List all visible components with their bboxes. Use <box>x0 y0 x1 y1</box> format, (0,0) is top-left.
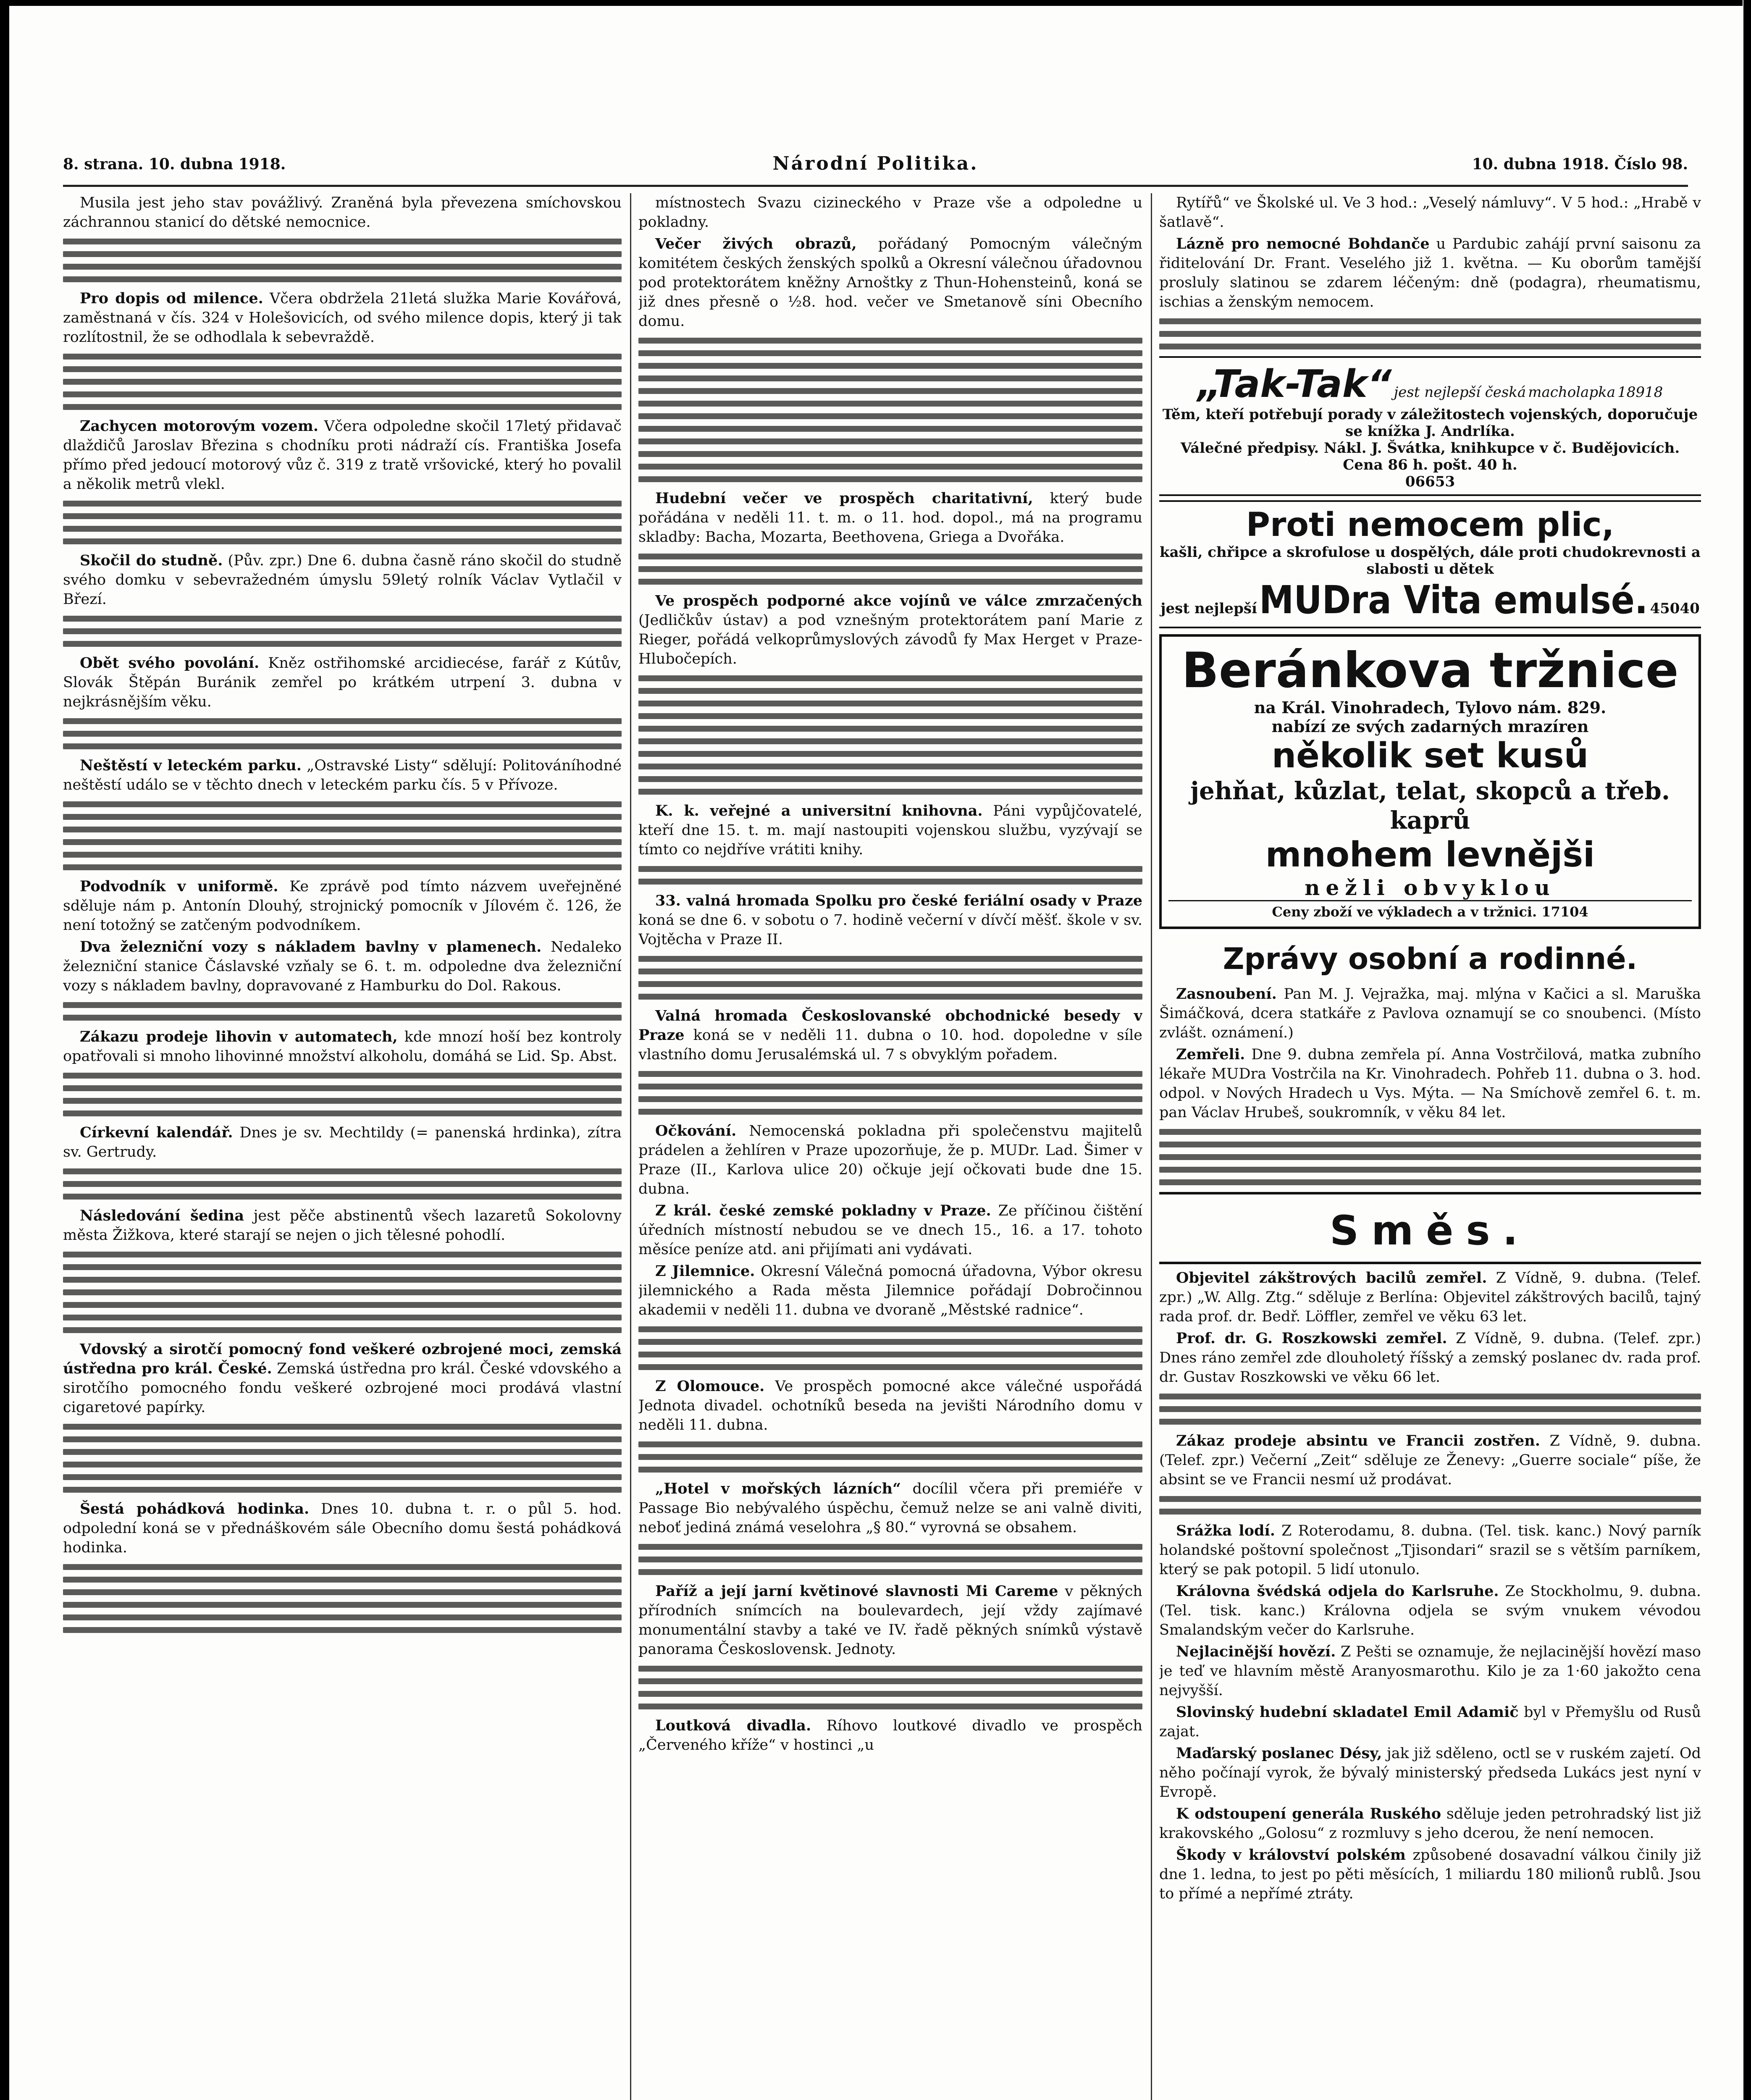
article-body: Ve prospěch pomocné akce válečné uspořádá Jednota divadel. ochotníků beseda na jevišti Národního domu v neděli 11. dubna. <box>638 1378 1142 1433</box>
article-heading: Šestá pohádková hodinka. <box>80 1500 310 1517</box>
article <box>638 1582 1142 1659</box>
article-heading: Valná hromada Českoslovanské obchodnické besedy v Praze <box>638 1007 1142 1044</box>
article-heading: Loutková divadla. <box>655 1717 811 1734</box>
article-paragraph: Rytířů“ ve Školské ul. Ve 3 hod.: „Veselý námluvy“. V 5 hod.: „Hrabě v šatlavě“. <box>1159 194 1701 231</box>
scan-border-left <box>0 0 9 2100</box>
article <box>1159 984 1701 1042</box>
article <box>638 1377 1142 1435</box>
article-body: (Pův. zpr.) Dne 6. dubna časně ráno skočil do studně svého domku v sebevražedném úmyslu 59letý rolník Václav Vytlačil v Březí. <box>63 552 622 608</box>
article-heading: Z Jilemnice. <box>655 1263 755 1280</box>
article <box>1159 1804 1701 1843</box>
article-body: Z Roterodamu, 8. dubna. (Tel. tisk. kanc.) Nový parník holandské poštovní společnost „Tjisondari“ srazil se s větším parníkem, který se pak potopil. 5 lidí utonulo. <box>1159 1522 1701 1578</box>
article-body: sděluje jeden petrohradský list již krakovského „Golosu“ z rozmluvy s jeho dcerou, že není nemocen. <box>1159 1806 1701 1842</box>
market-price: mnohem levnějši <box>1265 835 1595 875</box>
article-body: Dne 9. dubna zemřela pí. Anna Vostrčilová, matka zubního lékaře MUDra Vostrčila na Kr. Vinohradech. Pohřeb 11. dubna o 3. hod. odpol. v Nových Hradech u Vys. Mýta. — Na Smíchově zemřel 6. t. m. pan Václav Hrubeš, soukromník, v věku 84 let. <box>1159 1046 1701 1121</box>
article <box>638 489 1142 547</box>
article-heading: Zasnoubení. <box>1176 985 1277 1003</box>
article-heading: Z král. české zemské pokladny v Praze. <box>655 1202 991 1219</box>
article-body: Včera obdržela 21letá služka Marie Kovářová, zaměstnaná v čís. 324 v Holešovicích, od svého milence dopis, který ji tak rozlítostnil, že se odhodlala k sebevraždě. <box>63 290 622 346</box>
article-heading: Hudební večer ve prospěch charitativní, <box>655 490 1033 507</box>
article <box>1159 1744 1701 1802</box>
article-heading: Zemřeli. <box>1176 1046 1245 1063</box>
article-body: Nemocenská pokladna při společenstvu majitelů prádelen a žehlíren v Praze upozorňuje, že p. MUDr. Lad. Šimer v Praze (II., Karlova ulice 20) očkuje její očkovati bude dne 15. dubna. <box>638 1123 1142 1197</box>
advert-code: 06653 <box>1405 473 1455 490</box>
article <box>63 654 622 711</box>
column-2 <box>638 193 1142 2100</box>
advert-text: jest nejlepší <box>1160 600 1257 617</box>
article-heading: K. k. veřejné a universitní knihovna. <box>655 802 983 819</box>
article-heading: Obět svého povolání. <box>80 654 260 672</box>
article <box>1159 1521 1701 1579</box>
article-heading: Ve prospěch podporné akce vojínů ve válce zmrzačených <box>655 592 1142 609</box>
market-offer: nabízí ze svých zadarných mrazíren <box>1271 717 1589 736</box>
advert-brand: MUDra Vita emulsé. <box>1259 578 1648 622</box>
article <box>638 234 1142 331</box>
article <box>1159 1431 1701 1489</box>
article-heading: Nejlacinější hovězí. <box>1176 1643 1336 1660</box>
article <box>638 1716 1142 1755</box>
advert-beranek-market <box>1159 634 1701 929</box>
article-body: Pan M. J. Vejražka, maj. mlýna v Kačici a sl. Maruška Šimáčková, dcera statkáře z Pavlova oznamují se co snoubenci. (Místo zvlášt. oznámení.) <box>1159 986 1701 1041</box>
market-compare: nežli obvyklou <box>1305 875 1556 900</box>
article-heading: Paříž a její jarní květinové slavnosti Mi Careme <box>655 1583 1058 1600</box>
article-body: Ríhovo loutkové divadlo ve prospěch „Červeného kříže“ v hostinci „u <box>638 1717 1142 1754</box>
article-body: Ze Stockholmu, 9. dubna. (Tel. tisk. kanc.) Královna odjela se svým vnukem vévodou Smalandským večer do Karlsruhe. <box>1159 1583 1701 1638</box>
scan-border-right <box>1743 0 1751 2100</box>
article <box>1159 1329 1701 1387</box>
article-heading: 33. valná hromada Spolku pro české feriální osady v Praze <box>655 892 1142 909</box>
article-body: pořádaný Pomocným válečným komitétem českých ženských spolků a Okresní válečnou úřadovnou pod protektorátem kněžny Arnoštky z Thun-Hohensteinů, koná se již dnes přesně o ½8. hod. večer ve Smetanově síni Obecního domu. <box>638 236 1142 330</box>
article-paragraph: místnostech Svazu cizineckého v Praze vše a odpoledne u pokladny. <box>638 194 1142 231</box>
article-body: způsobené dosavadní válkou činily již dne 1. ledna, to jest po pěti měsících, 1 miliardu 180 milionů rublů. Jsou to přímé a nepřímé ztráty. <box>1159 1847 1701 1902</box>
scan-border-top <box>8 0 1743 6</box>
advert-text: Válečné předpisy. Nákl. J. Švátka, knihkupce v č. Budějovicích. Cena 86 h. pošt. 40 h. <box>1180 440 1680 473</box>
article <box>1159 1845 1701 1903</box>
article-body: Dnes 10. dubna t. r. o půl 5. hod. odpolední koná se v přednáškovém sále Obecního domu šestá pohádková hodinka. <box>63 1501 622 1556</box>
advert-code: 45040 <box>1650 600 1700 617</box>
header-rule <box>63 185 1688 187</box>
article-heading: Objevitel zákštrových bacilů zemřel. <box>1176 1269 1487 1286</box>
article-heading: Pro dopis od milence. <box>80 290 263 307</box>
article <box>1159 1268 1701 1326</box>
advert-brand: „Tak-Tak“ <box>1197 362 1392 406</box>
page-header <box>63 155 1688 181</box>
article-heading: Dva železniční vozy s nákladem bavlny v plamenech. <box>80 938 542 956</box>
article-heading: Večer živých obrazů, <box>655 235 857 252</box>
advert-tagline-2: macholapka <box>1528 384 1615 401</box>
column-divider <box>630 193 631 2100</box>
article-heading: Slovinský hudební skladatel Emil Adamič <box>1176 1704 1519 1721</box>
article-paragraph: Musila jest jeho stav povážlivý. Zraněná byla převezena smíchovskou záchrannou stanicí do dětské nemocnice. <box>63 194 622 231</box>
article-body: Páni vypůjčovatelé, kteří dne 15. t. m. mají nastoupiti vojenskou službu, vyzývají se tímto co nejdříve vrátiti knihy. <box>638 803 1142 858</box>
market-address: na Král. Vinohradech, Tylovo nám. 829. <box>1254 698 1607 717</box>
article-body: Ze příčinou čištění úředních místností nebudou se ve dnech 15., 16. a 17. tohoto měsíce peníze atd. ani přijímati ani vydávati. <box>638 1202 1142 1258</box>
article-body: jest pěče abstinentů všech lazaretů Sokolovny města Žižkova, které starají se nejen o jich tělesné pohodlí. <box>63 1208 622 1244</box>
article-body: Okresní Válečná pomocná úřadovna, Výbor okresu jilemnického a Rada města Jilemnice pořádají Dobročinnou akademii v neděli 11. dubna ve dvoraně „Městské radnice“. <box>638 1263 1142 1318</box>
article <box>638 1262 1142 1320</box>
article-body: Z Vídně, 9. dubna. (Telef. zpr.) „W. Allg. Ztg.“ sděluje z Berlína: Objevitel zákštrových bacilů, tajný rada prof. dr. Bedř. Löffler, zemřel ve věku 63 let. <box>1159 1270 1701 1325</box>
market-footer: Ceny zboží ve výkladech a v tržnici. 17104 <box>1168 900 1692 920</box>
article-body: (Jedličkův ústav) a pod vznešným protektorátem paní Marie z Rieger, pořádá velkoprůmyslových závodů fy Max Herget v Praze-Hlubočepích. <box>638 612 1142 667</box>
article-body: docílil včera při premiéře v Passage Bio nebývalého úspěchu, čemuž nelze se ani valně diviti, neboť jediná známá veselohra „§ 80.“ vyrovná se obsahem. <box>638 1480 1142 1536</box>
market-title: Beránkova tržnice <box>1181 642 1679 699</box>
advert-text: kašli, chřipce a skrofulose u dospělých, dále proti chudokrevnosti a slabosti u dětek <box>1160 544 1701 578</box>
article-heading: Prof. dr. G. Roszkowski zemřel. <box>1176 1330 1447 1347</box>
article-heading: Skočil do studně. <box>80 552 223 569</box>
article-body: Z Pešti se oznamuje, že nejlacinější hovězí maso je teď ve hlavním městě Aranyosmarothu. Kilo je za 1·60 jakožto cena nejvyšší. <box>1159 1643 1701 1699</box>
section-rule <box>1159 1262 1701 1264</box>
article-heading: Podvodník v uniformě. <box>80 878 278 895</box>
article <box>638 591 1142 669</box>
article <box>63 1340 622 1417</box>
article-heading: Neštěstí v leteckém parku. <box>80 757 302 774</box>
advert-vita-emulse <box>1159 500 1701 628</box>
article <box>63 551 622 609</box>
advert-headline: Proti nemocem plic, <box>1246 506 1614 544</box>
article <box>63 1206 622 1245</box>
article-heading: Maďarský poslanec Désy, <box>1176 1745 1382 1762</box>
article-body: Kněz ostřihomské arcidiecése, farář z Kútův, Slovák Štěpán Buránik zemřel po krátkém utrpení 3. dubna v nejkrásnějším věku. <box>63 655 622 710</box>
article-heading: Zachycen motorovým vozem. <box>80 417 319 435</box>
article <box>63 289 622 347</box>
article-body: koná se v neděli 11. dubna o 10. hod. dopoledne v síle vlastního domu Jerusalémská ul. 7 s obvyklým pořadem. <box>638 1027 1142 1063</box>
advert-code: 18918 <box>1617 384 1663 401</box>
article <box>1159 1045 1701 1122</box>
article-body: který bude pořádána v neděli 11. t. m. o 11. hod. dopol., má na programu skladby: Bacha, Mozarta, Beethovena, Griega a Dvořáka. <box>638 490 1142 546</box>
article-body: Ke zprávě pod tímto názvem uveřejněné sděluje nám p. Antonín Dlouhý, strojnický pomocník v Jílovém č. 126, že není totožný se zatčeným podvodníkem. <box>63 878 622 934</box>
article-body: v pěkných přírodních snímcích na boulevardech, její vždy zajímavé monumentální stavby a také ve IV. řadě pěkných snímků výstavě panorama Československ. Jednoty. <box>638 1583 1142 1658</box>
article-body: Včera odpoledne skočil 17letý přidavač dlaždičů Jaroslav Březina s chodníku proti nádraží cís. Františka Josefa přímo před jedoucí motorový vůz č. 319 z tratě vršovické, který ho povalil a několik metrů vlekl. <box>63 418 622 493</box>
advert-tagline: jest nejlepší česká <box>1394 384 1526 401</box>
article <box>63 1027 622 1066</box>
article-body: u Pardubic zahájí první saisonu za řiditelování Dr. Frant. Veselého již 1. května. — Ku oborům tamější prosluly slatinou se zdarem léčeným: dně (podagra), rheumatismu, ischias a ženským nemocem. <box>1159 236 1701 310</box>
section-heading-misc: Směs. <box>1330 1207 1530 1254</box>
article <box>1159 1642 1701 1700</box>
article <box>63 877 622 935</box>
article <box>638 801 1142 859</box>
article <box>63 756 622 795</box>
section-rule <box>1159 1192 1701 1194</box>
article-heading: Škody v království polském <box>1176 1846 1406 1864</box>
article-body: jak již sděleno, octl se v ruském zajetí. Od něho počínají vyrok, že bývalý ministerský předseda Lukács jest nyní v Evropě. <box>1159 1745 1701 1801</box>
column-1 <box>63 193 622 2100</box>
article-heading: Srážka lodí. <box>1176 1522 1275 1539</box>
article <box>638 1201 1142 1259</box>
market-goods: jehňat, kůzlat, telat, skopců a třeb. kaprů <box>1190 777 1670 835</box>
article <box>63 1499 622 1557</box>
column-3 <box>1159 193 1701 2100</box>
article-body: Z Vídně, 9. dubna. (Telef. zpr.) Dnes ráno zemřel zde dlouholetý říšský a zemský poslanec dv. rada prof. dr. Gustav Roszkowski ve věku 66 let. <box>1159 1330 1701 1386</box>
article <box>63 417 622 494</box>
issue-date-number: 10. dubna 1918. Číslo 98. <box>1472 155 1688 173</box>
article-heading: Vdovský a sirotčí pomocný fond veškeré ozbrojené moci, zemská ústředna pro král. České. <box>63 1341 622 1377</box>
article-heading: Královna švédská odjela do Karlsruhe. <box>1176 1583 1499 1600</box>
article-heading: Následování šedina <box>80 1207 244 1224</box>
article <box>638 891 1142 949</box>
page-number-date: 8. strana. 10. dubna 1918. <box>63 155 286 173</box>
article-heading: Očkování. <box>655 1122 737 1139</box>
article-heading: Zákaz prodeje absintu ve Francii zostřen. <box>1176 1432 1540 1449</box>
article-body: Z Vídně, 9. dubna. (Telef. zpr.) Večerní „Zeit“ sděluje ze Ženevy: „Guerre sociale“ píše, že absint se ve Francii nesmí už prodávat. <box>1159 1433 1701 1488</box>
market-headline: několik set kusů <box>1271 736 1589 776</box>
article <box>1159 1703 1701 1741</box>
article-body: Nedaleko železniční stanice Čáslavské vzňaly se 6. t. m. odpoledne dva železniční vozy s nákladem bavlny, dopravované z Hamburku do Dol. Rakous. <box>63 939 622 994</box>
article-heading: „Hotel v mořských lázních“ <box>655 1480 901 1497</box>
article <box>638 1121 1142 1199</box>
article <box>63 937 622 995</box>
advert-code: 17104 <box>1541 904 1588 920</box>
advert-tak-tak <box>1159 356 1701 496</box>
article-heading: Lázně pro nemocné Bohdanče <box>1176 235 1430 252</box>
article-body: Dnes je sv. Mechtildy (= panenská hrdinka), zítra sv. Gertrudy. <box>63 1124 622 1160</box>
article <box>638 1479 1142 1537</box>
article-heading: Z Olomouce. <box>655 1378 765 1395</box>
article-heading: Zákazu prodeje lihovin v automatech, <box>80 1028 398 1045</box>
article <box>1159 1582 1701 1640</box>
article-body: koná se dne 6. v sobotu o 7. hodině večerní v dívčí měšť. škole v sv. Vojtěcha v Praze II. <box>638 912 1142 948</box>
article-body: Zemská ústředna pro král. České vdovského a sirotčího pomocného fondu veškeré ozbrojené moci prodává vlastní cigaretové papírky. <box>63 1360 622 1416</box>
article-body: byl v Přemyšlu od Rusů zajat. <box>1159 1704 1701 1740</box>
masthead-title: Národní Politika. <box>772 153 979 174</box>
column-divider <box>1151 193 1152 2100</box>
article-body: „Ostravské Listy“ sdělují: Politováníhodné neštěstí událo se v těchto dnech v leteckém parku čís. 5 v Přívoze. <box>63 757 622 793</box>
section-heading-personal-news: Zprávy osobní a rodinné. <box>1223 942 1638 976</box>
article <box>1159 234 1701 312</box>
advert-text: Těm, kteří potřebují porady v záležitostech vojenských, doporučuje se knížka J. Andrlíka. <box>1162 406 1698 440</box>
article-heading: K odstoupení generála Ruského <box>1176 1805 1441 1822</box>
article-heading: Církevní kalendář. <box>80 1124 233 1141</box>
article-body: kde mnozí hoší bez kontroly opatřovali si mnoho lihovinné množství alkoholu, domáhá se Lid. Sp. Abst. <box>63 1029 622 1065</box>
article <box>63 1123 622 1162</box>
article <box>638 1006 1142 1064</box>
